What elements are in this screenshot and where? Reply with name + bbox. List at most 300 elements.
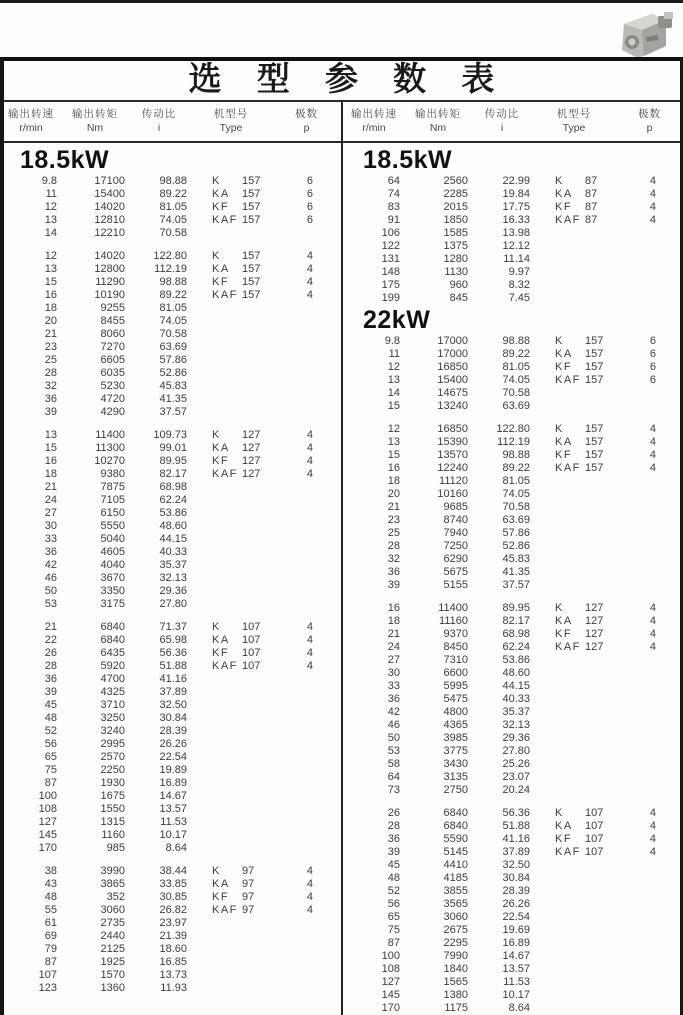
torque-cell: 7250 (443, 540, 468, 552)
torque-cell: 4290 (100, 406, 125, 418)
type-number-cell (585, 266, 615, 279)
speed-cell: 145 (38, 829, 57, 841)
poles-cell: 4 (306, 878, 313, 890)
poles-cell (615, 745, 683, 758)
speed-cell: 108 (381, 963, 400, 975)
ratio-cell: 44.15 (159, 533, 187, 545)
speed-cell: 36 (387, 833, 400, 845)
ratio-cell: 32.50 (159, 699, 187, 711)
table-row (343, 292, 683, 305)
type-number-cell (242, 227, 272, 240)
type-number-cell (585, 859, 615, 872)
type-letters-cell: KAF (212, 468, 238, 480)
type-number-cell (585, 963, 615, 976)
speed-cell: 170 (38, 842, 57, 854)
torque-cell: 11400 (438, 602, 468, 614)
speed-cell: 12 (44, 201, 57, 213)
torque-cell: 3670 (100, 572, 125, 584)
table-row (343, 924, 683, 937)
table-row (0, 494, 341, 507)
speed-cell: 36 (44, 393, 57, 405)
speed-cell: 38 (44, 865, 57, 877)
type-letters-cell: K (212, 429, 221, 441)
torque-cell: 845 (449, 292, 468, 304)
type-letters-cell (533, 898, 585, 911)
type-letters-cell: KAF (212, 660, 238, 672)
poles-cell (272, 481, 341, 494)
type-letters-cell: KAF (555, 374, 581, 386)
ratio-cell: 21.39 (159, 930, 187, 942)
ratio-cell: 32.13 (159, 572, 187, 584)
type-letters-cell: K (212, 175, 221, 187)
torque-cell: 4720 (100, 393, 125, 405)
type-letters-cell (533, 872, 585, 885)
type-letters-cell: KF (212, 647, 230, 659)
poles-cell: 6 (306, 175, 313, 187)
type-number-cell: 127 (242, 468, 261, 480)
poles-cell: 6 (306, 214, 313, 226)
speed-cell: 24 (44, 494, 57, 506)
row-group (343, 807, 683, 1015)
table-row (343, 898, 683, 911)
type-letters-cell (533, 924, 585, 937)
type-number-cell: 107 (585, 807, 604, 819)
speed-cell: 46 (44, 572, 57, 584)
table-row (0, 263, 341, 276)
table-row (343, 833, 683, 846)
torque-cell: 2995 (100, 738, 125, 750)
speed-cell: 26 (44, 647, 57, 659)
section-title: 22kW (363, 306, 431, 334)
type-number-cell (242, 803, 272, 816)
type-number-cell (585, 253, 615, 266)
table-row (343, 784, 683, 797)
poles-cell: 4 (649, 846, 656, 858)
type-number-cell: 127 (585, 615, 604, 627)
type-number-cell (242, 507, 272, 520)
ratio-cell: 89.22 (159, 289, 187, 301)
speed-cell: 12 (44, 250, 57, 262)
ratio-cell: 16.33 (502, 214, 530, 226)
ratio-cell: 13.73 (159, 969, 187, 981)
type-letters-cell (533, 989, 585, 1002)
type-letters-cell (190, 725, 242, 738)
ratio-cell: 81.05 (502, 475, 530, 487)
ratio-cell: 57.86 (159, 354, 187, 366)
torque-cell: 6600 (443, 667, 468, 679)
ratio-cell: 82.17 (159, 468, 187, 480)
torque-cell: 4185 (443, 872, 468, 884)
table-row (343, 449, 683, 462)
type-number-cell (242, 917, 272, 930)
speed-cell: 28 (44, 367, 57, 379)
poles-cell (272, 393, 341, 406)
poles-cell (272, 673, 341, 686)
type-number-cell (585, 719, 615, 732)
ratio-cell: 63.69 (159, 341, 187, 353)
poles-cell (272, 842, 341, 855)
type-letters-cell (533, 771, 585, 784)
speed-cell: 30 (387, 667, 400, 679)
type-number-cell (242, 725, 272, 738)
type-number-cell (242, 494, 272, 507)
torque-cell: 8740 (443, 514, 468, 526)
speed-cell: 27 (387, 654, 400, 666)
type-letters-cell: KA (555, 188, 573, 200)
ratio-cell: 112.19 (154, 263, 187, 275)
type-number-cell (585, 693, 615, 706)
torque-cell: 352 (106, 891, 125, 903)
table-row (0, 764, 341, 777)
poles-cell: 6 (649, 348, 656, 360)
torque-cell: 9370 (443, 628, 468, 640)
ratio-cell: 112.19 (497, 436, 530, 448)
ratio-cell: 57.86 (502, 527, 530, 539)
type-number-cell: 107 (242, 621, 261, 633)
speed-cell: 11 (45, 188, 57, 200)
type-number-cell (585, 514, 615, 527)
ratio-cell: 74.05 (502, 488, 530, 500)
torque-cell: 17000 (437, 348, 468, 360)
ratio-cell: 68.98 (159, 481, 187, 493)
type-number-cell (585, 1002, 615, 1015)
type-letters-cell (533, 501, 585, 514)
speed-cell: 75 (387, 924, 400, 936)
poles-cell: 4 (649, 188, 656, 200)
ratio-cell: 23.97 (159, 917, 187, 929)
table-row (343, 641, 683, 654)
poles-cell (272, 725, 341, 738)
torque-cell: 4605 (100, 546, 125, 558)
table-row (0, 891, 341, 904)
ratio-cell: 122.80 (496, 423, 530, 435)
poles-cell (615, 566, 683, 579)
ratio-cell: 89.22 (502, 348, 530, 360)
table-row (0, 585, 341, 598)
poles-cell (615, 387, 683, 400)
speed-cell: 39 (387, 579, 400, 591)
poles-cell: 4 (649, 436, 656, 448)
type-number-cell (585, 292, 615, 305)
poles-cell: 4 (649, 641, 656, 653)
ratio-cell: 16.89 (159, 777, 187, 789)
poles-cell (615, 514, 683, 527)
poles-cell (272, 302, 341, 315)
table-row (0, 598, 341, 611)
poles-cell: 4 (306, 250, 313, 262)
torque-cell: 3175 (100, 598, 125, 610)
table-row (0, 621, 341, 634)
torque-cell: 14020 (94, 250, 125, 262)
poles-cell (272, 686, 341, 699)
poles-cell (272, 559, 341, 572)
type-letters-cell (533, 400, 585, 413)
type-letters-cell (190, 533, 242, 546)
ratio-cell: 22.54 (159, 751, 187, 763)
ratio-cell: 33.85 (159, 878, 187, 890)
table-row (0, 429, 341, 442)
type-number-cell (242, 598, 272, 611)
table-row (0, 712, 341, 725)
type-number-cell (242, 956, 272, 969)
speed-cell: 25 (387, 527, 400, 539)
type-letters-cell (190, 699, 242, 712)
poles-cell (615, 266, 683, 279)
speed-cell: 30 (44, 520, 57, 532)
speed-cell: 48 (44, 891, 57, 903)
table-row (343, 989, 683, 1002)
torque-cell: 12240 (437, 462, 468, 474)
table-row (0, 777, 341, 790)
speed-cell: 16 (387, 462, 400, 474)
torque-cell: 8450 (443, 641, 468, 653)
ratio-cell: 19.89 (159, 764, 187, 776)
poles-cell (272, 829, 341, 842)
torque-cell: 9380 (100, 468, 125, 480)
torque-cell: 11160 (439, 615, 468, 627)
ratio-cell: 8.32 (508, 279, 530, 291)
speed-cell: 21 (387, 501, 400, 513)
speed-cell: 73 (387, 784, 400, 796)
speed-cell: 87 (387, 937, 400, 949)
torque-cell: 2560 (443, 175, 468, 187)
type-letters-cell (533, 937, 585, 950)
type-number-cell (242, 842, 272, 855)
type-letters-cell (190, 917, 242, 930)
table-row (0, 969, 341, 982)
poles-cell (272, 982, 341, 995)
torque-cell: 9255 (100, 302, 125, 314)
table-row (343, 579, 683, 592)
ratio-cell: 70.58 (159, 227, 187, 239)
type-letters-cell: KA (555, 820, 573, 832)
type-number-cell: 97 (242, 878, 255, 890)
torque-cell: 7105 (100, 494, 125, 506)
table-row (343, 719, 683, 732)
table-row (343, 846, 683, 859)
type-letters-cell: KAF (212, 289, 238, 301)
table-row (343, 514, 683, 527)
type-letters-cell (533, 719, 585, 732)
poles-cell (615, 227, 683, 240)
type-letters-cell (190, 559, 242, 572)
ratio-cell: 45.83 (502, 553, 530, 565)
type-number-cell: 107 (242, 660, 261, 672)
poles-cell (272, 917, 341, 930)
torque-cell: 2570 (100, 751, 125, 763)
torque-cell: 4700 (100, 673, 125, 685)
type-number-cell (585, 989, 615, 1002)
speed-cell: 23 (44, 341, 57, 353)
speed-cell: 131 (381, 253, 400, 265)
type-letters-cell: KA (555, 436, 573, 448)
type-letters-cell (190, 585, 242, 598)
type-letters-cell (533, 475, 585, 488)
ratio-cell: 98.88 (159, 175, 187, 187)
type-number-cell: 157 (585, 374, 604, 386)
ratio-cell: 17.75 (502, 201, 530, 213)
type-letters-cell: K (555, 335, 564, 347)
table-row (343, 859, 683, 872)
poles-cell (272, 585, 341, 598)
torque-cell: 6840 (443, 820, 468, 832)
torque-cell: 5155 (443, 579, 468, 591)
poles-cell (272, 816, 341, 829)
ratio-cell: 74.05 (159, 214, 187, 226)
type-number-cell (242, 585, 272, 598)
speed-cell: 42 (387, 706, 400, 718)
table-row (343, 348, 683, 361)
type-letters-cell (533, 540, 585, 553)
type-letters-cell: KA (212, 188, 230, 200)
torque-cell: 7990 (443, 950, 468, 962)
poles-cell (272, 969, 341, 982)
ratio-cell: 41.16 (159, 673, 187, 685)
type-letters-cell (190, 764, 242, 777)
type-letters-cell (190, 982, 242, 995)
header-type: 机型号 Type (213, 108, 249, 134)
ratio-cell: 37.57 (502, 579, 530, 591)
torque-cell: 8455 (100, 315, 125, 327)
torque-cell: 5550 (100, 520, 125, 532)
type-letters-cell (190, 406, 242, 419)
type-number-cell (242, 406, 272, 419)
type-letters-cell (190, 341, 242, 354)
ratio-cell: 48.60 (502, 667, 530, 679)
type-number-cell (242, 969, 272, 982)
table-row (343, 771, 683, 784)
table-row (0, 341, 341, 354)
poles-cell (615, 680, 683, 693)
type-letters-cell (190, 227, 242, 240)
type-number-cell (585, 911, 615, 924)
type-letters-cell (533, 706, 585, 719)
ratio-cell: 45.83 (159, 380, 187, 392)
speed-cell: 27 (44, 507, 57, 519)
ratio-cell: 11.53 (160, 816, 187, 828)
table-row (0, 354, 341, 367)
type-number-cell (585, 706, 615, 719)
speed-cell: 21 (44, 621, 57, 633)
torque-cell: 3350 (100, 585, 125, 597)
ratio-cell: 48.60 (159, 520, 187, 532)
type-number-cell: 157 (585, 348, 604, 360)
type-letters-cell (533, 579, 585, 592)
ratio-cell: 68.98 (502, 628, 530, 640)
table-row (343, 553, 683, 566)
poles-cell (615, 253, 683, 266)
type-number-cell (585, 732, 615, 745)
ratio-cell: 70.58 (502, 501, 530, 513)
poles-cell (272, 520, 341, 533)
poles-cell: 4 (306, 865, 313, 877)
poles-cell: 4 (649, 820, 656, 832)
ratio-cell: 99.01 (159, 442, 187, 454)
poles-cell: 4 (306, 429, 313, 441)
speed-cell: 53 (387, 745, 400, 757)
poles-cell (272, 341, 341, 354)
speed-cell: 13 (44, 214, 57, 226)
ratio-cell: 16.85 (159, 956, 187, 968)
speed-cell: 9.8 (384, 335, 400, 347)
type-number-cell (242, 930, 272, 943)
type-letters-cell (533, 240, 585, 253)
table-row (343, 885, 683, 898)
row-group (0, 865, 341, 995)
type-letters-cell (190, 673, 242, 686)
table-row (0, 520, 341, 533)
speed-cell: 15 (44, 276, 57, 288)
type-number-cell (242, 686, 272, 699)
speed-cell: 58 (387, 758, 400, 770)
poles-cell (615, 898, 683, 911)
row-group (343, 602, 683, 797)
type-number-cell (585, 924, 615, 937)
row-group (0, 429, 341, 611)
ratio-cell: 14.67 (159, 790, 187, 802)
table-row (343, 937, 683, 950)
table-row (343, 732, 683, 745)
table-row (0, 751, 341, 764)
poles-cell: 4 (306, 621, 313, 633)
table-row (0, 507, 341, 520)
ratio-cell: 22.99 (502, 175, 530, 187)
torque-cell: 5040 (100, 533, 125, 545)
speed-cell: 36 (44, 673, 57, 685)
ratio-cell: 98.88 (159, 276, 187, 288)
torque-cell: 1315 (100, 816, 125, 828)
type-letters-cell (190, 572, 242, 585)
type-letters-cell: K (555, 175, 564, 187)
speed-cell: 15 (387, 449, 400, 461)
poles-cell (615, 240, 683, 253)
ratio-cell: 70.58 (159, 328, 187, 340)
speed-cell: 100 (38, 790, 57, 802)
table-row (0, 956, 341, 969)
page-title: 选 型 参 数 表 (188, 60, 508, 97)
ratio-cell: 28.39 (502, 885, 530, 897)
torque-cell: 15400 (94, 188, 125, 200)
speed-cell: 46 (387, 719, 400, 731)
type-letters-cell (190, 816, 242, 829)
speed-cell: 64 (387, 771, 400, 783)
poles-cell (615, 963, 683, 976)
speed-cell: 13 (387, 374, 400, 386)
type-letters-cell (190, 598, 242, 611)
type-letters-cell (190, 367, 242, 380)
type-number-cell (585, 680, 615, 693)
speed-cell: 127 (38, 816, 57, 828)
type-letters-cell (533, 566, 585, 579)
type-number-cell (242, 559, 272, 572)
header-poles: 极数 p (638, 108, 661, 134)
type-number-cell: 157 (242, 276, 261, 288)
torque-cell: 2285 (443, 188, 468, 200)
type-letters-cell (190, 302, 242, 315)
speed-cell: 14 (44, 227, 57, 239)
type-letters-cell: KAF (212, 214, 238, 226)
type-letters-cell (533, 266, 585, 279)
table-row (0, 816, 341, 829)
type-letters-cell: KA (212, 442, 230, 454)
poles-cell (615, 579, 683, 592)
torque-cell: 15400 (437, 374, 468, 386)
table-row (0, 738, 341, 751)
ratio-cell: 98.88 (502, 335, 530, 347)
type-number-cell (242, 341, 272, 354)
ratio-cell: 89.22 (502, 462, 530, 474)
table-row (0, 699, 341, 712)
